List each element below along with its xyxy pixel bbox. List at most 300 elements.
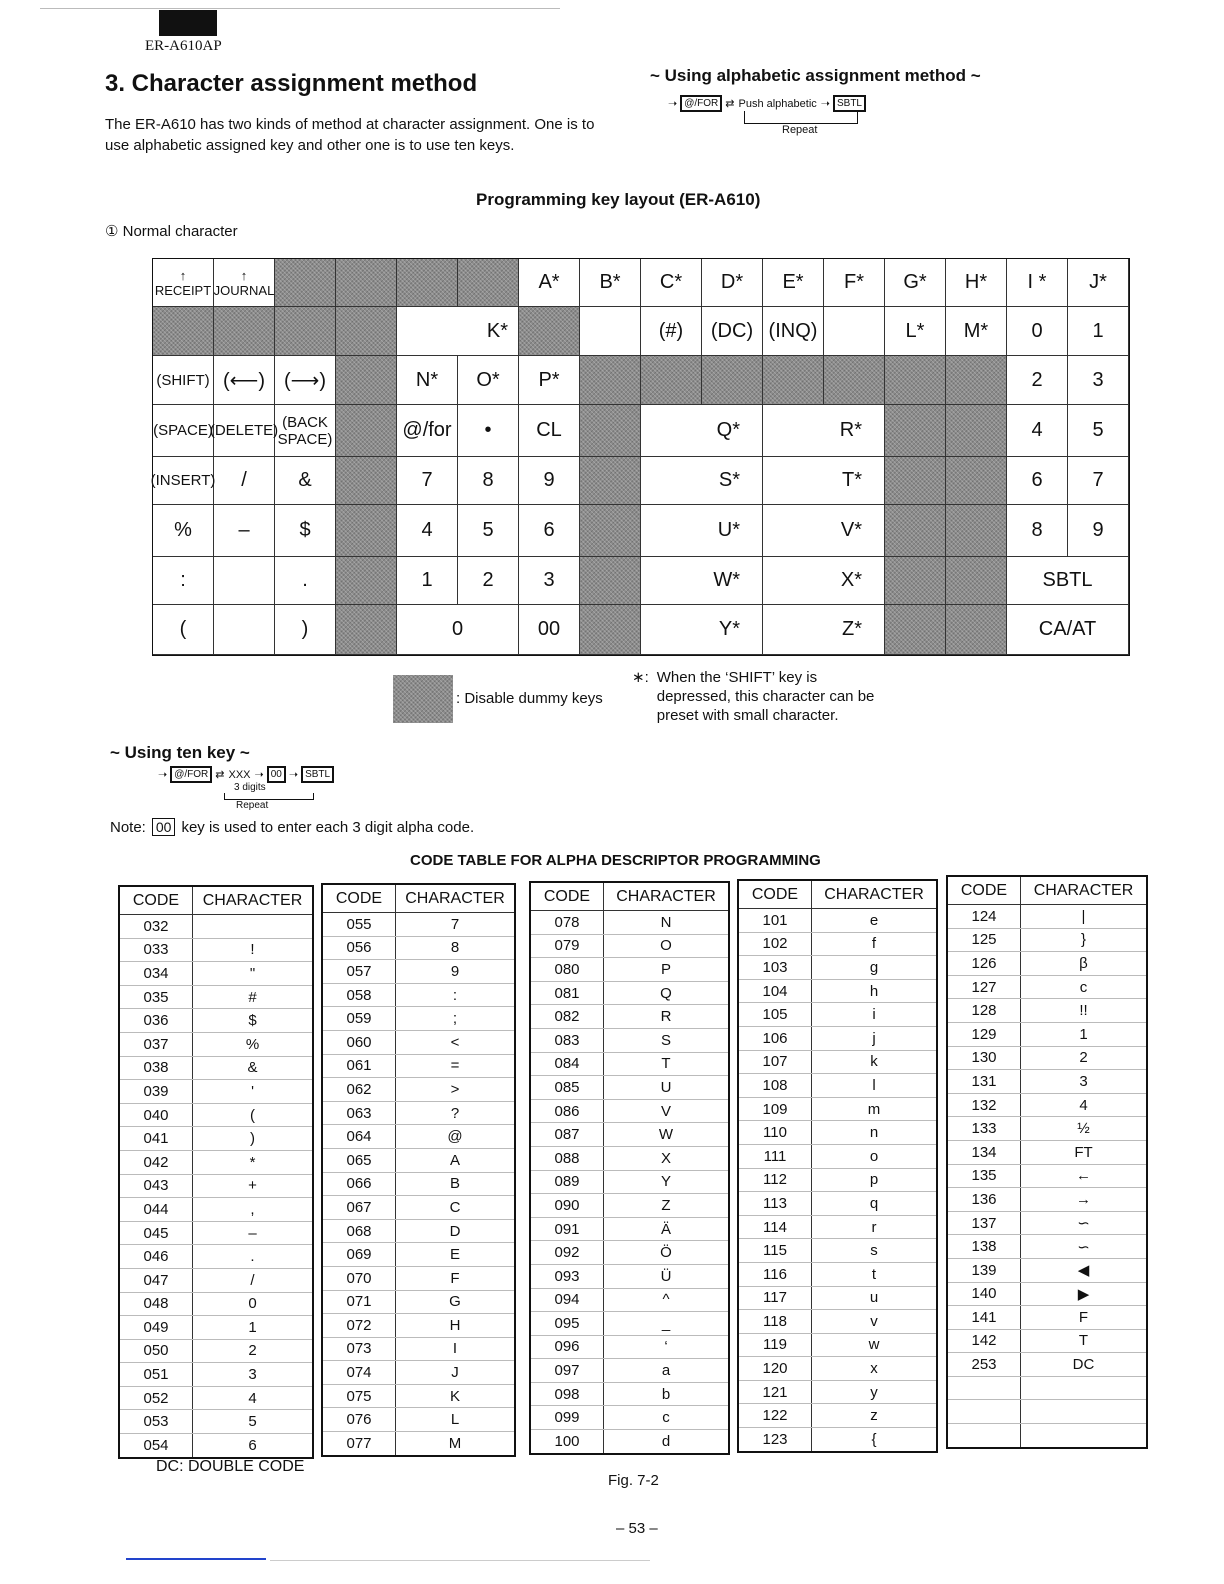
code-cell: 108 [738,1074,812,1098]
table-row [738,1380,937,1404]
character-cell: | [1021,905,1148,929]
key-label: CA/AT [1038,618,1097,640]
code-cell: 122 [738,1404,812,1428]
key-0 [397,605,519,655]
key-label: W* [713,569,740,591]
key-label: % [174,519,192,541]
code-header: CODE [530,882,604,911]
table-row [119,1221,313,1245]
character-cell: z [812,1404,938,1428]
key-label: P* [538,368,560,391]
key-label: E* [782,271,804,293]
character-cell: Ö [604,1241,730,1265]
key-label: C* [659,271,683,293]
key-label: 3 [1092,368,1104,391]
character-cell: # [193,985,314,1009]
table-row [947,952,1147,976]
code-cell: 070 [322,1266,396,1290]
table-row [738,1097,937,1121]
code-cell: 141 [947,1306,1021,1330]
code-cell [947,1400,1021,1424]
key-label: 9 [1092,519,1104,541]
for-key: @/FOR [171,767,211,782]
key-label: S* [718,469,740,491]
code-table-3 [529,881,730,1455]
table-row [738,1074,937,1098]
character-cell: 2 [193,1339,314,1363]
key-label: (BACK SPACE) [277,413,333,448]
code-cell: 124 [947,905,1021,929]
key-label: (SHIFT) [156,371,210,389]
code-cell: 113 [738,1192,812,1216]
character-cell: T [604,1052,730,1076]
character-cell: n [812,1121,938,1145]
character-cell: h [812,979,938,1003]
dummy-key [946,505,1007,557]
key-label: Z* [842,618,862,640]
repeat-bracket [224,793,314,800]
dummy-key [153,307,214,356]
table-row [738,1050,937,1074]
code-table-1 [118,885,314,1459]
table-row [322,1290,515,1314]
code-cell: 069 [322,1243,396,1267]
character-cell: c [1021,975,1148,999]
key-label: (INSERT) [150,472,216,489]
code-table-4 [737,879,938,1453]
key-cl [519,405,580,457]
table-row [530,958,729,982]
table-row [947,928,1147,952]
dummy-key [580,605,641,655]
dummy-key [885,356,946,405]
code-cell: 041 [119,1127,193,1151]
dummy-key [641,356,702,405]
character-cell: , [193,1198,314,1222]
table-row [738,932,937,956]
key-label: D* [720,271,744,293]
character-cell: ! [193,938,314,962]
table-row [119,1127,313,1151]
key-8 [458,457,519,505]
code-cell: 073 [322,1337,396,1361]
code-cell: 047 [119,1268,193,1292]
table-row [530,1241,729,1265]
character-cell: J [396,1361,516,1385]
character-cell: ( [193,1103,314,1127]
table-row [738,1121,937,1145]
table-row [738,1333,937,1357]
code-cell: 123 [738,1428,812,1452]
table-row [322,1266,515,1290]
key-label: (INQ) [768,319,818,342]
table-row [322,1196,515,1220]
key-space [153,405,214,457]
key-insert [150,457,216,505]
code-cell: 067 [322,1196,396,1220]
key-q [641,405,763,457]
character-cell: R [604,1005,730,1029]
table-row [530,1406,729,1430]
table-row [530,1194,729,1218]
code-table-5 [946,875,1148,1449]
table-row [530,1170,729,1194]
key-label: 8 [1031,519,1043,541]
key-label: • [484,419,492,441]
dummy-key [946,457,1007,505]
key-label: 0 [451,618,464,640]
character-cell: r [812,1215,938,1239]
table-row [322,1125,515,1149]
key-8 [1007,505,1068,557]
table-row [530,934,729,958]
key-9 [1068,505,1129,557]
table-row [947,1400,1147,1424]
key-o [458,356,519,405]
table-row [119,938,313,962]
code-cell: 098 [530,1382,604,1406]
character-cell: P [604,958,730,982]
character-cell: G [396,1290,516,1314]
character-cell: ? [396,1101,516,1125]
table-row [947,1235,1147,1259]
character-cell: 1 [193,1316,314,1340]
table-row [322,1337,515,1361]
blank-key [214,557,275,605]
key-label: (SPACE) [153,422,213,439]
arrow-right-icon: ➝ [254,769,264,781]
character-cell: V [604,1099,730,1123]
code-cell: 076 [322,1408,396,1432]
table-row [119,1103,313,1127]
dummy-key [397,259,458,307]
key-label: U* [717,519,740,541]
table-row [119,1292,313,1316]
code-cell: 053 [119,1410,193,1434]
table-row [322,1007,515,1031]
key-7 [397,457,458,505]
key-label: 1 [421,569,433,591]
code-cell: 086 [530,1099,604,1123]
code-header: CODE [119,886,193,915]
character-cell: o [812,1144,938,1168]
code-cell: 142 [947,1329,1021,1353]
intro-text: The ER-A610 has two kinds of method at character assignment. One is to use alphabetic assigned key and other one is to use ten keys. [105,116,595,154]
key- [458,405,519,457]
character-cell: I [396,1337,516,1361]
section-title: 3. Character assignment method [105,70,478,97]
key-journal [214,259,275,307]
figure-caption: Fig. 7-2 [608,1472,659,1489]
key-label: R* [839,419,862,441]
code-cell: 075 [322,1384,396,1408]
key- [153,505,214,557]
character-cell: ‘ [604,1335,730,1359]
table-row [530,1312,729,1336]
dummy-key [580,505,641,557]
code-cell: 101 [738,909,812,933]
bottom-rule-light [270,1560,650,1561]
table-row [119,1245,313,1269]
character-cell: X [604,1146,730,1170]
code-cell: 116 [738,1262,812,1286]
table-row [738,979,937,1003]
code-cell: 253 [947,1353,1021,1377]
key-label: (DC) [710,319,754,342]
code-cell: 072 [322,1314,396,1338]
arrow-right-icon: ➝ [158,769,168,781]
shift-note-text: When the ‘SHIFT’ key is depressed, this character can be preset with small character. [656,669,875,724]
code-cell: 093 [530,1264,604,1288]
table-row [119,1363,313,1387]
key- [641,307,702,356]
key-label: CL [536,419,562,441]
code-cell: 137 [947,1211,1021,1235]
table-row [947,1117,1147,1141]
code-cell: 140 [947,1282,1021,1306]
key-for [397,405,458,457]
character-cell: – [193,1221,314,1245]
character-cell: T [1021,1329,1148,1353]
key-5 [458,505,519,557]
code-cell: 050 [119,1339,193,1363]
key-label: J* [1089,271,1107,293]
table-row [947,1353,1147,1377]
key-s [641,457,763,505]
key-u [641,505,763,557]
key-label: ↑ RECEIPT [154,267,212,298]
code-cell: 066 [322,1172,396,1196]
character-cell: : [396,983,516,1007]
code-cell: 092 [530,1241,604,1265]
character-cell: L [396,1408,516,1432]
key-2 [458,557,519,605]
character-cell: 4 [1021,1093,1148,1117]
code-cell: 096 [530,1335,604,1359]
key-label: $ [299,519,311,541]
code-table-2 [321,883,516,1457]
table-row [530,981,729,1005]
table-row [530,1288,729,1312]
table-row [322,1314,515,1338]
table-row [119,1080,313,1104]
character-cell: @ [396,1125,516,1149]
code-cell: 127 [947,975,1021,999]
key-label: & [298,469,312,491]
key-4 [397,505,458,557]
code-cell: 095 [530,1312,604,1336]
table-row [322,936,515,960]
code-cell: 080 [530,958,604,982]
key- [214,505,275,557]
character-cell: F [396,1266,516,1290]
table-row [738,1310,937,1334]
alpha-step: Push alphabetic [738,97,817,110]
blank-key [824,307,885,356]
key-1 [397,557,458,605]
code-header: CODE [322,884,396,913]
character-cell: i [812,1003,938,1027]
character-cell: 8 [396,936,516,960]
table-row [322,1030,515,1054]
code-cell: 094 [530,1288,604,1312]
character-cell: B [396,1172,516,1196]
code-cell: 077 [322,1432,396,1456]
character-cell: j [812,1026,938,1050]
table-row [530,1217,729,1241]
table-row [322,1384,515,1408]
character-cell: D [396,1219,516,1243]
character-cell: + [193,1174,314,1198]
code-cell: 114 [738,1215,812,1239]
table-row [530,1028,729,1052]
table-row [322,1408,515,1432]
arrow-right-icon: ➝ [288,769,299,781]
code-cell: 136 [947,1188,1021,1212]
blank-key [214,605,275,655]
dummy-key [824,356,885,405]
arrow-right-icon: ➝ [668,98,678,110]
dummy-key [885,457,946,505]
character-header: CHARACTER [812,880,938,909]
code-cell: 112 [738,1168,812,1192]
table-row [322,1148,515,1172]
key-label: O* [476,368,500,391]
digits-label: 3 digits [234,782,266,793]
table-row [530,1264,729,1288]
key-5 [1068,405,1129,457]
key-label: 7 [421,469,433,491]
key-label: M* [963,319,989,342]
code-cell: 065 [322,1148,396,1172]
table-row [530,911,729,935]
key-g [885,259,946,307]
code-cell: 055 [322,913,396,937]
code-cell: 052 [119,1386,193,1410]
code-cell: 038 [119,1056,193,1080]
sbtl-key: SBTL [302,767,333,782]
character-cell: Ü [604,1264,730,1288]
key-z [763,605,885,655]
character-cell: u [812,1286,938,1310]
key-label: @/for [402,419,452,441]
code-cell: 129 [947,1022,1021,1046]
character-cell: e [812,909,938,933]
table-row [947,1022,1147,1046]
key-label: Q* [716,419,740,441]
table-row [738,1404,937,1428]
table-row [947,1329,1147,1353]
code-cell: 037 [119,1032,193,1056]
dummy-key [580,405,641,457]
key- [214,356,275,405]
table-row [738,956,937,980]
character-cell: N [604,911,730,935]
table-row [738,1144,937,1168]
character-cell: → [1021,1188,1148,1212]
character-cell: K [396,1384,516,1408]
key-label: 9 [543,469,555,491]
character-cell: ▶ [1021,1282,1148,1306]
character-cell: c [604,1406,730,1430]
table-row [119,962,313,986]
table-row [119,985,313,1009]
code-cell [947,1376,1021,1400]
table-row [530,1335,729,1359]
dummy-key [336,307,397,356]
note-text: key is used to enter each 3 digit alpha code. [181,818,475,836]
table-row [119,1174,313,1198]
code-cell: 106 [738,1026,812,1050]
key-label: 3 [543,569,555,591]
character-cell: ∽ [1021,1235,1148,1259]
character-cell: ← [1021,1164,1148,1188]
key-label: (⟶) [284,369,326,392]
key-1 [1068,307,1129,356]
key-label: ) [301,618,309,640]
character-cell: 5 [193,1410,314,1434]
character-header: CHARACTER [604,882,730,911]
character-cell: 6 [193,1434,314,1458]
code-header: CODE [947,876,1021,905]
character-cell: FT [1021,1140,1148,1164]
character-cell: S [604,1028,730,1052]
dummy-key [946,356,1007,405]
key-x [763,557,885,605]
code-cell: 040 [119,1103,193,1127]
code-cell: 130 [947,1046,1021,1070]
dummy-key [336,259,397,307]
character-cell: w [812,1333,938,1357]
code-cell [947,1424,1021,1448]
key-label: N* [415,368,439,391]
code-cell: 059 [322,1007,396,1031]
table-row [947,975,1147,999]
key-6 [1007,457,1068,505]
dummy-key-swatch [393,675,453,723]
code-cell: 068 [322,1219,396,1243]
code-cell: 079 [530,934,604,958]
code-cell: 100 [530,1430,604,1454]
table-row [947,1258,1147,1282]
footnote: DC: DOUBLE CODE [156,1458,305,1475]
key-6 [519,505,580,557]
table-row [947,1188,1147,1212]
character-cell: y [812,1380,938,1404]
character-cell: 0 [193,1292,314,1316]
character-cell: DC [1021,1353,1148,1377]
character-cell: * [193,1150,314,1174]
table-row [322,1361,515,1385]
code-cell: 119 [738,1333,812,1357]
note-label: Note: [110,818,146,836]
table-row [530,1146,729,1170]
key- [153,557,214,605]
key-7 [1068,457,1129,505]
table-row [947,1424,1147,1448]
table-row [738,1168,937,1192]
key-receipt [153,259,214,307]
code-cell: 091 [530,1217,604,1241]
table-row [947,1164,1147,1188]
table-row [530,1123,729,1147]
layout-title: Programming key layout (ER-A610) [476,190,761,209]
key-label: 00 [537,618,561,640]
character-cell: β [1021,952,1148,976]
key-shift [153,356,214,405]
table-row [738,1026,937,1050]
code-cell: 120 [738,1357,812,1381]
